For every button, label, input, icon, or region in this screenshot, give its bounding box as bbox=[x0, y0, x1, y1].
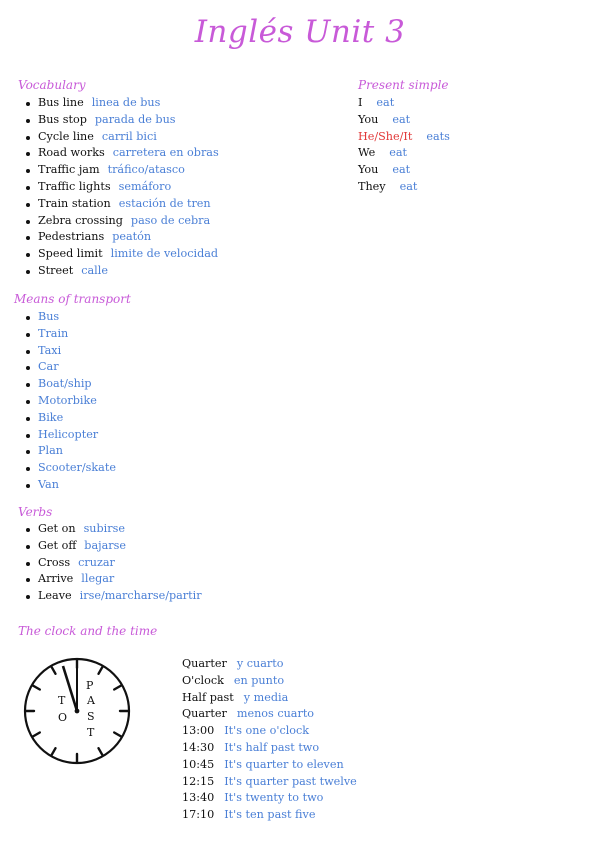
example-text: It's quarter past twelve bbox=[224, 774, 357, 788]
conjugation-row bbox=[358, 145, 450, 162]
transport-item: Bike bbox=[26, 410, 116, 427]
vocabulary-english: Traffic lights bbox=[38, 179, 111, 193]
vocabulary-english: Traffic jam bbox=[38, 163, 100, 177]
transport-item: Van bbox=[26, 477, 116, 494]
conjugation-row bbox=[358, 129, 450, 146]
transport-item: Car bbox=[26, 359, 116, 376]
clock-center bbox=[75, 709, 80, 714]
page-title: Inglés Unit 3 bbox=[194, 14, 406, 50]
vocabulary-list bbox=[26, 95, 219, 280]
verb-item bbox=[26, 571, 202, 588]
example-time: 13:40 bbox=[182, 791, 215, 805]
vocabulary-english: Train station bbox=[38, 196, 111, 210]
clock-label-to: T bbox=[58, 694, 66, 707]
verb-spanish: subirse bbox=[83, 522, 125, 535]
vocabulary-spanish: estación de tren bbox=[118, 196, 211, 210]
example-time: 13:00 bbox=[182, 724, 215, 738]
term-english: Quarter bbox=[182, 657, 227, 670]
term-english: Half past bbox=[182, 690, 234, 704]
transport-list bbox=[26, 309, 116, 494]
verb-spanish: bajarse bbox=[84, 538, 126, 552]
time-example bbox=[182, 807, 357, 824]
verbs-heading: Verbs bbox=[18, 505, 53, 519]
vocabulary-spanish: semáforo bbox=[118, 179, 172, 193]
vocabulary-spanish: limite de velocidad bbox=[110, 247, 219, 261]
example-text: It's half past two bbox=[224, 740, 320, 754]
transport-item: Motorbike bbox=[26, 393, 116, 410]
vocabulary-spanish: peatón bbox=[112, 230, 152, 244]
term-english: Quarter bbox=[182, 707, 227, 721]
clock-label-past: P bbox=[86, 679, 94, 692]
vocabulary-english: Pedestrians bbox=[38, 230, 105, 244]
pronoun: You bbox=[358, 112, 379, 126]
example-time: 12:15 bbox=[182, 774, 215, 788]
pronoun: They bbox=[358, 179, 386, 193]
vocabulary-english: Bus line bbox=[38, 96, 84, 109]
present-simple-list bbox=[358, 95, 450, 196]
vocabulary-item bbox=[26, 246, 219, 263]
transport-item: Plan bbox=[26, 443, 116, 460]
time-term bbox=[182, 706, 357, 723]
present-simple-heading: Present simple bbox=[358, 78, 449, 92]
conjugation-row bbox=[358, 162, 450, 179]
pronoun: He/She/It bbox=[358, 129, 413, 143]
example-time: 17:10 bbox=[182, 808, 215, 822]
clock-label-past: S bbox=[87, 710, 95, 723]
verb-form: eat bbox=[389, 146, 408, 160]
time-term bbox=[182, 656, 357, 673]
transport-item: Scooter/skate bbox=[26, 460, 116, 477]
vocabulary-english: Street bbox=[38, 263, 74, 277]
example-time: 14:30 bbox=[182, 740, 215, 754]
example-text: It's twenty to two bbox=[224, 791, 324, 805]
transport-item: Boat/ship bbox=[26, 376, 116, 393]
pronoun: You bbox=[358, 163, 379, 177]
term-spanish: menos cuarto bbox=[236, 707, 315, 721]
term-spanish: y cuarto bbox=[236, 657, 284, 670]
vocabulary-english: Road works bbox=[38, 146, 105, 160]
verbs-list bbox=[26, 521, 202, 605]
verb-form: eats bbox=[426, 129, 450, 143]
clock-label-past: A bbox=[87, 694, 95, 707]
vocabulary-spanish: linea de bus bbox=[91, 96, 161, 109]
vocabulary-item bbox=[26, 112, 219, 129]
verb-form: eat bbox=[392, 163, 411, 177]
verb-spanish: cruzar bbox=[78, 555, 115, 569]
vocabulary-item bbox=[26, 179, 219, 196]
transport-item: Taxi bbox=[26, 343, 116, 360]
transport-heading: Means of transport bbox=[14, 292, 131, 306]
vocabulary-item bbox=[26, 263, 219, 280]
vocabulary-spanish: calle bbox=[81, 263, 108, 277]
vocabulary-heading: Vocabulary bbox=[18, 78, 86, 92]
time-example bbox=[182, 757, 357, 774]
clock-label-to: O bbox=[58, 711, 68, 724]
vocabulary-item bbox=[26, 229, 219, 246]
verb-spanish: irse/marcharse/partir bbox=[79, 589, 202, 603]
example-time: 10:45 bbox=[182, 757, 215, 771]
example-text: It's one o'clock bbox=[224, 724, 310, 738]
conjugation-row bbox=[358, 179, 450, 196]
vocabulary-item bbox=[26, 129, 219, 146]
verb-form: eat bbox=[376, 96, 395, 109]
clock-label-past: T bbox=[87, 726, 95, 739]
verb-item bbox=[26, 521, 202, 538]
vocabulary-english: Speed limit bbox=[38, 247, 103, 261]
transport-item: Bus bbox=[26, 309, 116, 326]
conjugation-row bbox=[358, 95, 450, 112]
transport-item: Helicopter bbox=[26, 427, 116, 444]
verb-english: Arrive bbox=[38, 572, 74, 586]
transport-item: Train bbox=[26, 326, 116, 343]
term-english: O'clock bbox=[182, 673, 224, 687]
vocabulary-spanish: tráfico/atasco bbox=[107, 163, 185, 177]
verb-form: eat bbox=[392, 112, 411, 126]
time-example bbox=[182, 723, 357, 740]
pronoun: We bbox=[358, 146, 376, 160]
pronoun: I bbox=[358, 96, 363, 109]
time-example bbox=[182, 790, 357, 807]
time-list bbox=[182, 656, 357, 824]
clock-heading: The clock and the time bbox=[18, 624, 158, 638]
verb-english: Get off bbox=[38, 538, 77, 552]
vocabulary-spanish: paso de cebra bbox=[130, 213, 211, 227]
clock-diagram bbox=[22, 656, 132, 766]
time-term bbox=[182, 673, 357, 690]
vocabulary-english: Cycle line bbox=[38, 129, 94, 143]
vocabulary-english: Zebra crossing bbox=[38, 213, 123, 227]
verb-english: Get on bbox=[38, 522, 76, 535]
time-example bbox=[182, 774, 357, 791]
vocabulary-item bbox=[26, 145, 219, 162]
verb-form: eat bbox=[399, 179, 418, 193]
vocabulary-item bbox=[26, 196, 219, 213]
verb-english: Cross bbox=[38, 555, 71, 569]
example-text: It's quarter to eleven bbox=[224, 757, 344, 771]
verb-item bbox=[26, 555, 202, 572]
time-example bbox=[182, 740, 357, 757]
vocabulary-spanish: parada de bus bbox=[94, 112, 176, 126]
vocabulary-spanish: carril bici bbox=[101, 129, 157, 143]
term-spanish: y media bbox=[243, 690, 289, 704]
vocabulary-item bbox=[26, 162, 219, 179]
time-term bbox=[182, 690, 357, 707]
vocabulary-spanish: carretera en obras bbox=[112, 146, 219, 160]
term-spanish: en punto bbox=[233, 673, 285, 687]
verb-spanish: llegar bbox=[81, 572, 115, 586]
verb-item bbox=[26, 538, 202, 555]
vocabulary-item bbox=[26, 95, 219, 112]
vocabulary-item bbox=[26, 213, 219, 230]
example-text: It's ten past five bbox=[224, 808, 316, 822]
verb-english: Leave bbox=[38, 589, 72, 603]
verb-item bbox=[26, 588, 202, 605]
vocabulary-english: Bus stop bbox=[38, 112, 87, 126]
conjugation-row bbox=[358, 112, 450, 129]
